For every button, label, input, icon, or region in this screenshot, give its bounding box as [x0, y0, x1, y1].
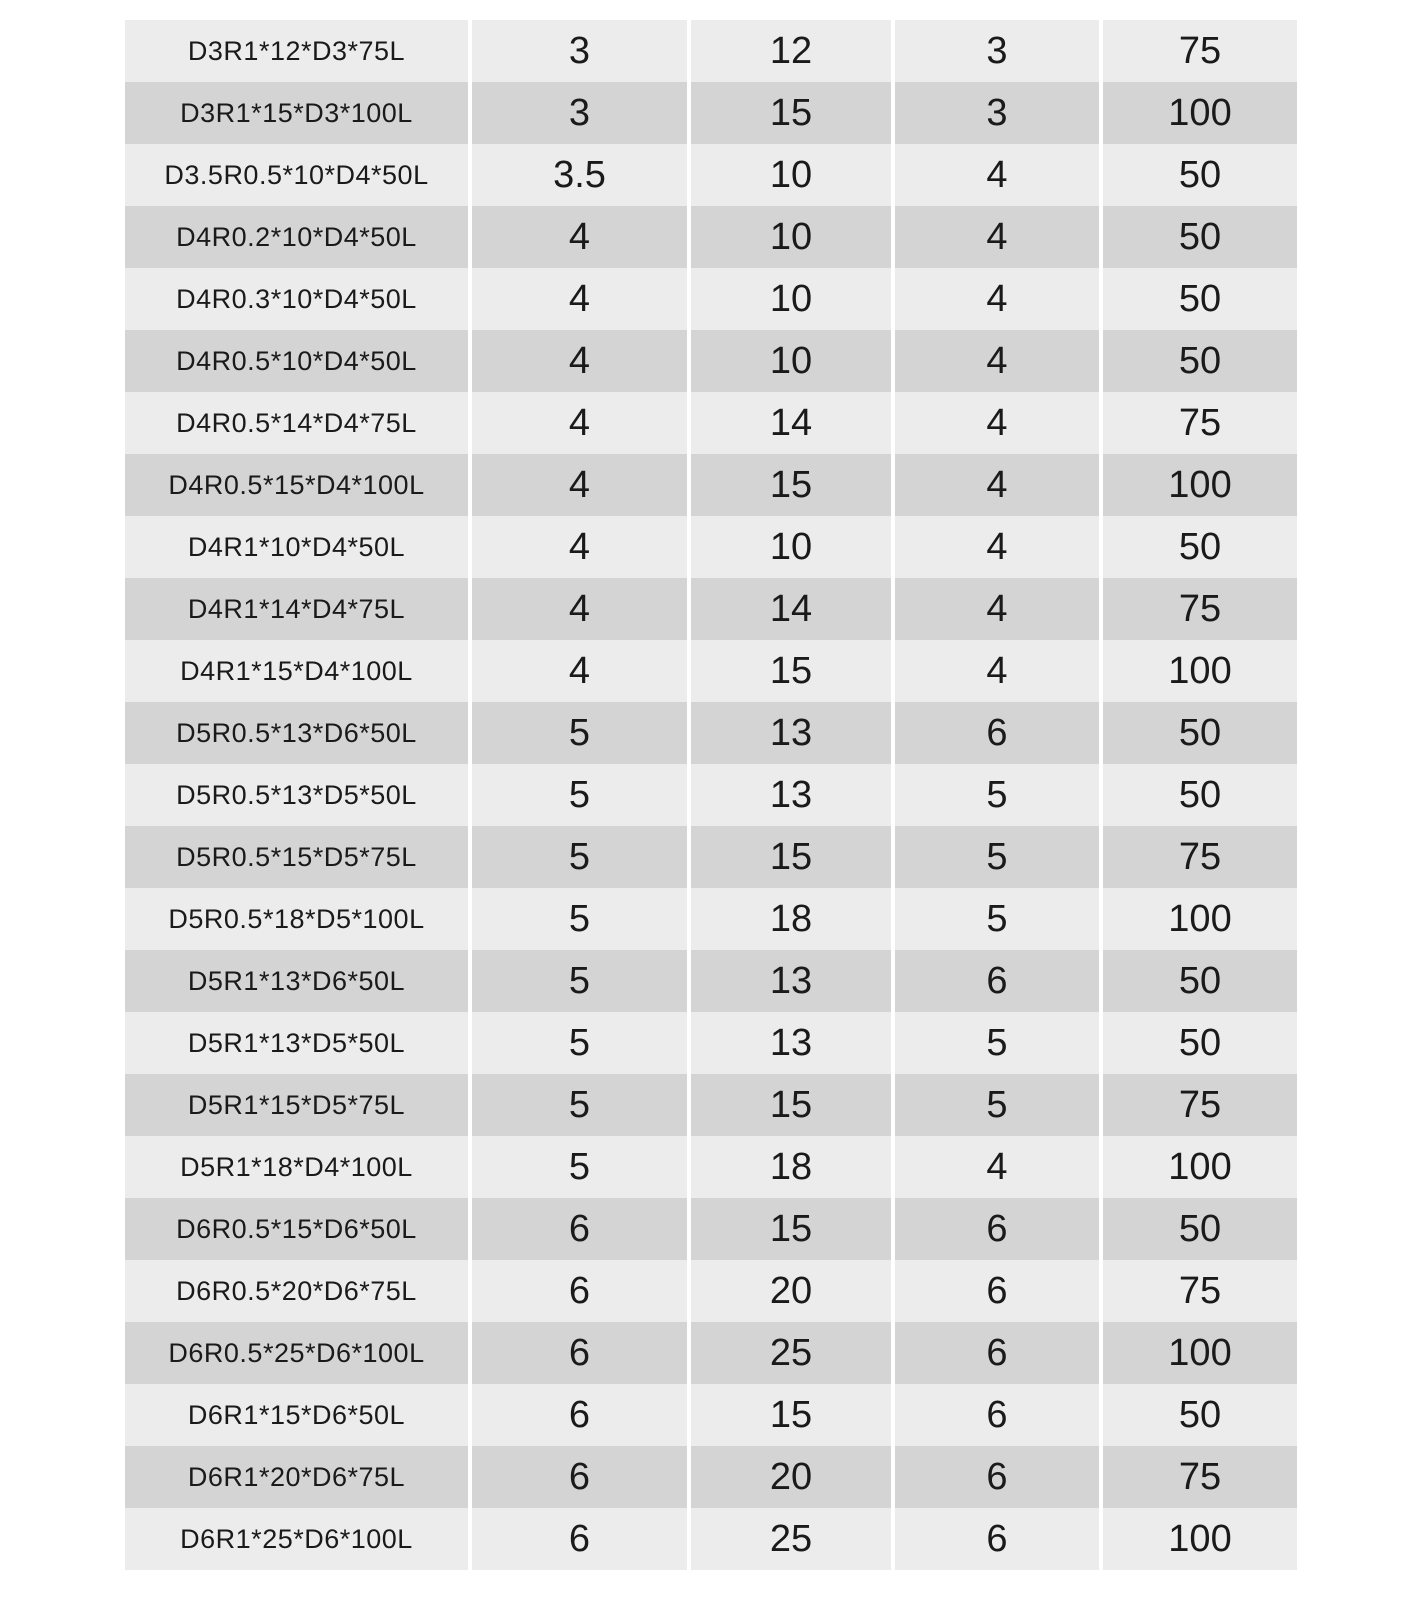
table-row	[125, 1074, 1297, 1136]
model-cell: D4R0.5*10*D4*50L	[125, 330, 468, 392]
model-cell: D5R1*13*D5*50L	[125, 1012, 468, 1074]
flute-length-cell: 20	[687, 1446, 891, 1508]
table-row	[125, 702, 1297, 764]
overall-length-cell: 75	[1099, 1074, 1297, 1136]
diameter-cell: 4	[468, 206, 687, 268]
model-cell: D4R1*15*D4*100L	[125, 640, 468, 702]
flute-length-cell: 10	[687, 516, 891, 578]
diameter-cell: 5	[468, 1136, 687, 1198]
diameter-cell: 3	[468, 20, 687, 82]
diameter-cell: 3.5	[468, 144, 687, 206]
model-cell: D5R0.5*18*D5*100L	[125, 888, 468, 950]
overall-length-cell: 100	[1099, 454, 1297, 516]
overall-length-cell: 50	[1099, 1012, 1297, 1074]
flute-length-cell: 10	[687, 330, 891, 392]
diameter-cell: 5	[468, 888, 687, 950]
flute-length-cell: 15	[687, 1384, 891, 1446]
overall-length-cell: 100	[1099, 640, 1297, 702]
overall-length-cell: 50	[1099, 950, 1297, 1012]
table-row	[125, 516, 1297, 578]
flute-length-cell: 13	[687, 764, 891, 826]
model-cell: D6R0.5*15*D6*50L	[125, 1198, 468, 1260]
table-row	[125, 206, 1297, 268]
diameter-cell: 6	[468, 1322, 687, 1384]
shank-cell: 6	[891, 702, 1099, 764]
table-row	[125, 826, 1297, 888]
shank-cell: 4	[891, 144, 1099, 206]
shank-cell: 4	[891, 578, 1099, 640]
diameter-cell: 6	[468, 1446, 687, 1508]
shank-cell: 3	[891, 20, 1099, 82]
model-cell: D5R1*15*D5*75L	[125, 1074, 468, 1136]
diameter-cell: 5	[468, 1012, 687, 1074]
overall-length-cell: 75	[1099, 1446, 1297, 1508]
diameter-cell: 6	[468, 1260, 687, 1322]
flute-length-cell: 15	[687, 1198, 891, 1260]
diameter-cell: 3	[468, 82, 687, 144]
table-rows	[125, 20, 1297, 1570]
diameter-cell: 5	[468, 764, 687, 826]
flute-length-cell: 15	[687, 1074, 891, 1136]
flute-length-cell: 15	[687, 454, 891, 516]
model-cell: D5R1*13*D6*50L	[125, 950, 468, 1012]
shank-cell: 6	[891, 1260, 1099, 1322]
shank-cell: 4	[891, 516, 1099, 578]
model-cell: D4R0.2*10*D4*50L	[125, 206, 468, 268]
overall-length-cell: 50	[1099, 268, 1297, 330]
flute-length-cell: 15	[687, 82, 891, 144]
shank-cell: 5	[891, 1012, 1099, 1074]
diameter-cell: 4	[468, 268, 687, 330]
model-cell: D6R0.5*20*D6*75L	[125, 1260, 468, 1322]
table-row	[125, 578, 1297, 640]
table-row	[125, 20, 1297, 82]
overall-length-cell: 50	[1099, 206, 1297, 268]
model-cell: D3R1*15*D3*100L	[125, 82, 468, 144]
flute-length-cell: 13	[687, 702, 891, 764]
diameter-cell: 4	[468, 454, 687, 516]
overall-length-cell: 100	[1099, 1508, 1297, 1570]
diameter-cell: 6	[468, 1198, 687, 1260]
model-cell: D5R1*18*D4*100L	[125, 1136, 468, 1198]
shank-cell: 5	[891, 888, 1099, 950]
diameter-cell: 5	[468, 826, 687, 888]
diameter-cell: 5	[468, 702, 687, 764]
shank-cell: 5	[891, 764, 1099, 826]
model-cell: D3.5R0.5*10*D4*50L	[125, 144, 468, 206]
flute-length-cell: 10	[687, 268, 891, 330]
model-cell: D4R0.3*10*D4*50L	[125, 268, 468, 330]
overall-length-cell: 50	[1099, 764, 1297, 826]
table-row	[125, 888, 1297, 950]
overall-length-cell: 100	[1099, 1136, 1297, 1198]
flute-length-cell: 14	[687, 578, 891, 640]
flute-length-cell: 13	[687, 1012, 891, 1074]
table-row	[125, 950, 1297, 1012]
table-row	[125, 1260, 1297, 1322]
flute-length-cell: 20	[687, 1260, 891, 1322]
shank-cell: 4	[891, 392, 1099, 454]
diameter-cell: 5	[468, 1074, 687, 1136]
table-row	[125, 268, 1297, 330]
table-row	[125, 82, 1297, 144]
model-cell: D4R1*10*D4*50L	[125, 516, 468, 578]
table-row	[125, 392, 1297, 454]
table-row	[125, 1012, 1297, 1074]
shank-cell: 5	[891, 826, 1099, 888]
diameter-cell: 6	[468, 1508, 687, 1570]
model-cell: D4R1*14*D4*75L	[125, 578, 468, 640]
shank-cell: 4	[891, 268, 1099, 330]
shank-cell: 3	[891, 82, 1099, 144]
shank-cell: 6	[891, 1384, 1099, 1446]
overall-length-cell: 50	[1099, 1198, 1297, 1260]
model-cell: D6R1*20*D6*75L	[125, 1446, 468, 1508]
table-row	[125, 764, 1297, 826]
model-cell: D5R0.5*13*D5*50L	[125, 764, 468, 826]
overall-length-cell: 100	[1099, 1322, 1297, 1384]
overall-length-cell: 75	[1099, 578, 1297, 640]
diameter-cell: 6	[468, 1384, 687, 1446]
table-row	[125, 640, 1297, 702]
model-cell: D6R0.5*25*D6*100L	[125, 1322, 468, 1384]
overall-length-cell: 75	[1099, 1260, 1297, 1322]
flute-length-cell: 15	[687, 826, 891, 888]
table-row	[125, 454, 1297, 516]
shank-cell: 4	[891, 640, 1099, 702]
overall-length-cell: 100	[1099, 82, 1297, 144]
model-cell: D6R1*25*D6*100L	[125, 1508, 468, 1570]
flute-length-cell: 18	[687, 888, 891, 950]
spec-table	[125, 29, 1297, 1560]
flute-length-cell: 12	[687, 20, 891, 82]
overall-length-cell: 50	[1099, 144, 1297, 206]
model-cell: D6R1*15*D6*50L	[125, 1384, 468, 1446]
model-cell: D4R0.5*15*D4*100L	[125, 454, 468, 516]
table-row	[125, 1136, 1297, 1198]
flute-length-cell: 13	[687, 950, 891, 1012]
flute-length-cell: 10	[687, 144, 891, 206]
diameter-cell: 4	[468, 578, 687, 640]
table-row	[125, 1198, 1297, 1260]
table-row	[125, 1508, 1297, 1570]
overall-length-cell: 50	[1099, 330, 1297, 392]
overall-length-cell: 75	[1099, 826, 1297, 888]
overall-length-cell: 50	[1099, 702, 1297, 764]
model-cell: D4R0.5*14*D4*75L	[125, 392, 468, 454]
overall-length-cell: 75	[1099, 392, 1297, 454]
flute-length-cell: 14	[687, 392, 891, 454]
diameter-cell: 4	[468, 516, 687, 578]
diameter-cell: 4	[468, 640, 687, 702]
model-cell: D5R0.5*13*D6*50L	[125, 702, 468, 764]
overall-length-cell: 50	[1099, 516, 1297, 578]
shank-cell: 6	[891, 1508, 1099, 1570]
overall-length-cell: 100	[1099, 888, 1297, 950]
table-row	[125, 1322, 1297, 1384]
flute-length-cell: 18	[687, 1136, 891, 1198]
shank-cell: 6	[891, 950, 1099, 1012]
flute-length-cell: 25	[687, 1508, 891, 1570]
shank-cell: 4	[891, 206, 1099, 268]
table-row	[125, 330, 1297, 392]
shank-cell: 6	[891, 1322, 1099, 1384]
model-cell: D5R0.5*15*D5*75L	[125, 826, 468, 888]
overall-length-cell: 50	[1099, 1384, 1297, 1446]
shank-cell: 6	[891, 1446, 1099, 1508]
flute-length-cell: 10	[687, 206, 891, 268]
diameter-cell: 5	[468, 950, 687, 1012]
diameter-cell: 4	[468, 330, 687, 392]
shank-cell: 4	[891, 1136, 1099, 1198]
shank-cell: 6	[891, 1198, 1099, 1260]
model-cell: D3R1*12*D3*75L	[125, 20, 468, 82]
table-row	[125, 144, 1297, 206]
flute-length-cell: 15	[687, 640, 891, 702]
table-row	[125, 1384, 1297, 1446]
shank-cell: 5	[891, 1074, 1099, 1136]
overall-length-cell: 75	[1099, 20, 1297, 82]
diameter-cell: 4	[468, 392, 687, 454]
flute-length-cell: 25	[687, 1322, 891, 1384]
table-row	[125, 1446, 1297, 1508]
shank-cell: 4	[891, 330, 1099, 392]
shank-cell: 4	[891, 454, 1099, 516]
